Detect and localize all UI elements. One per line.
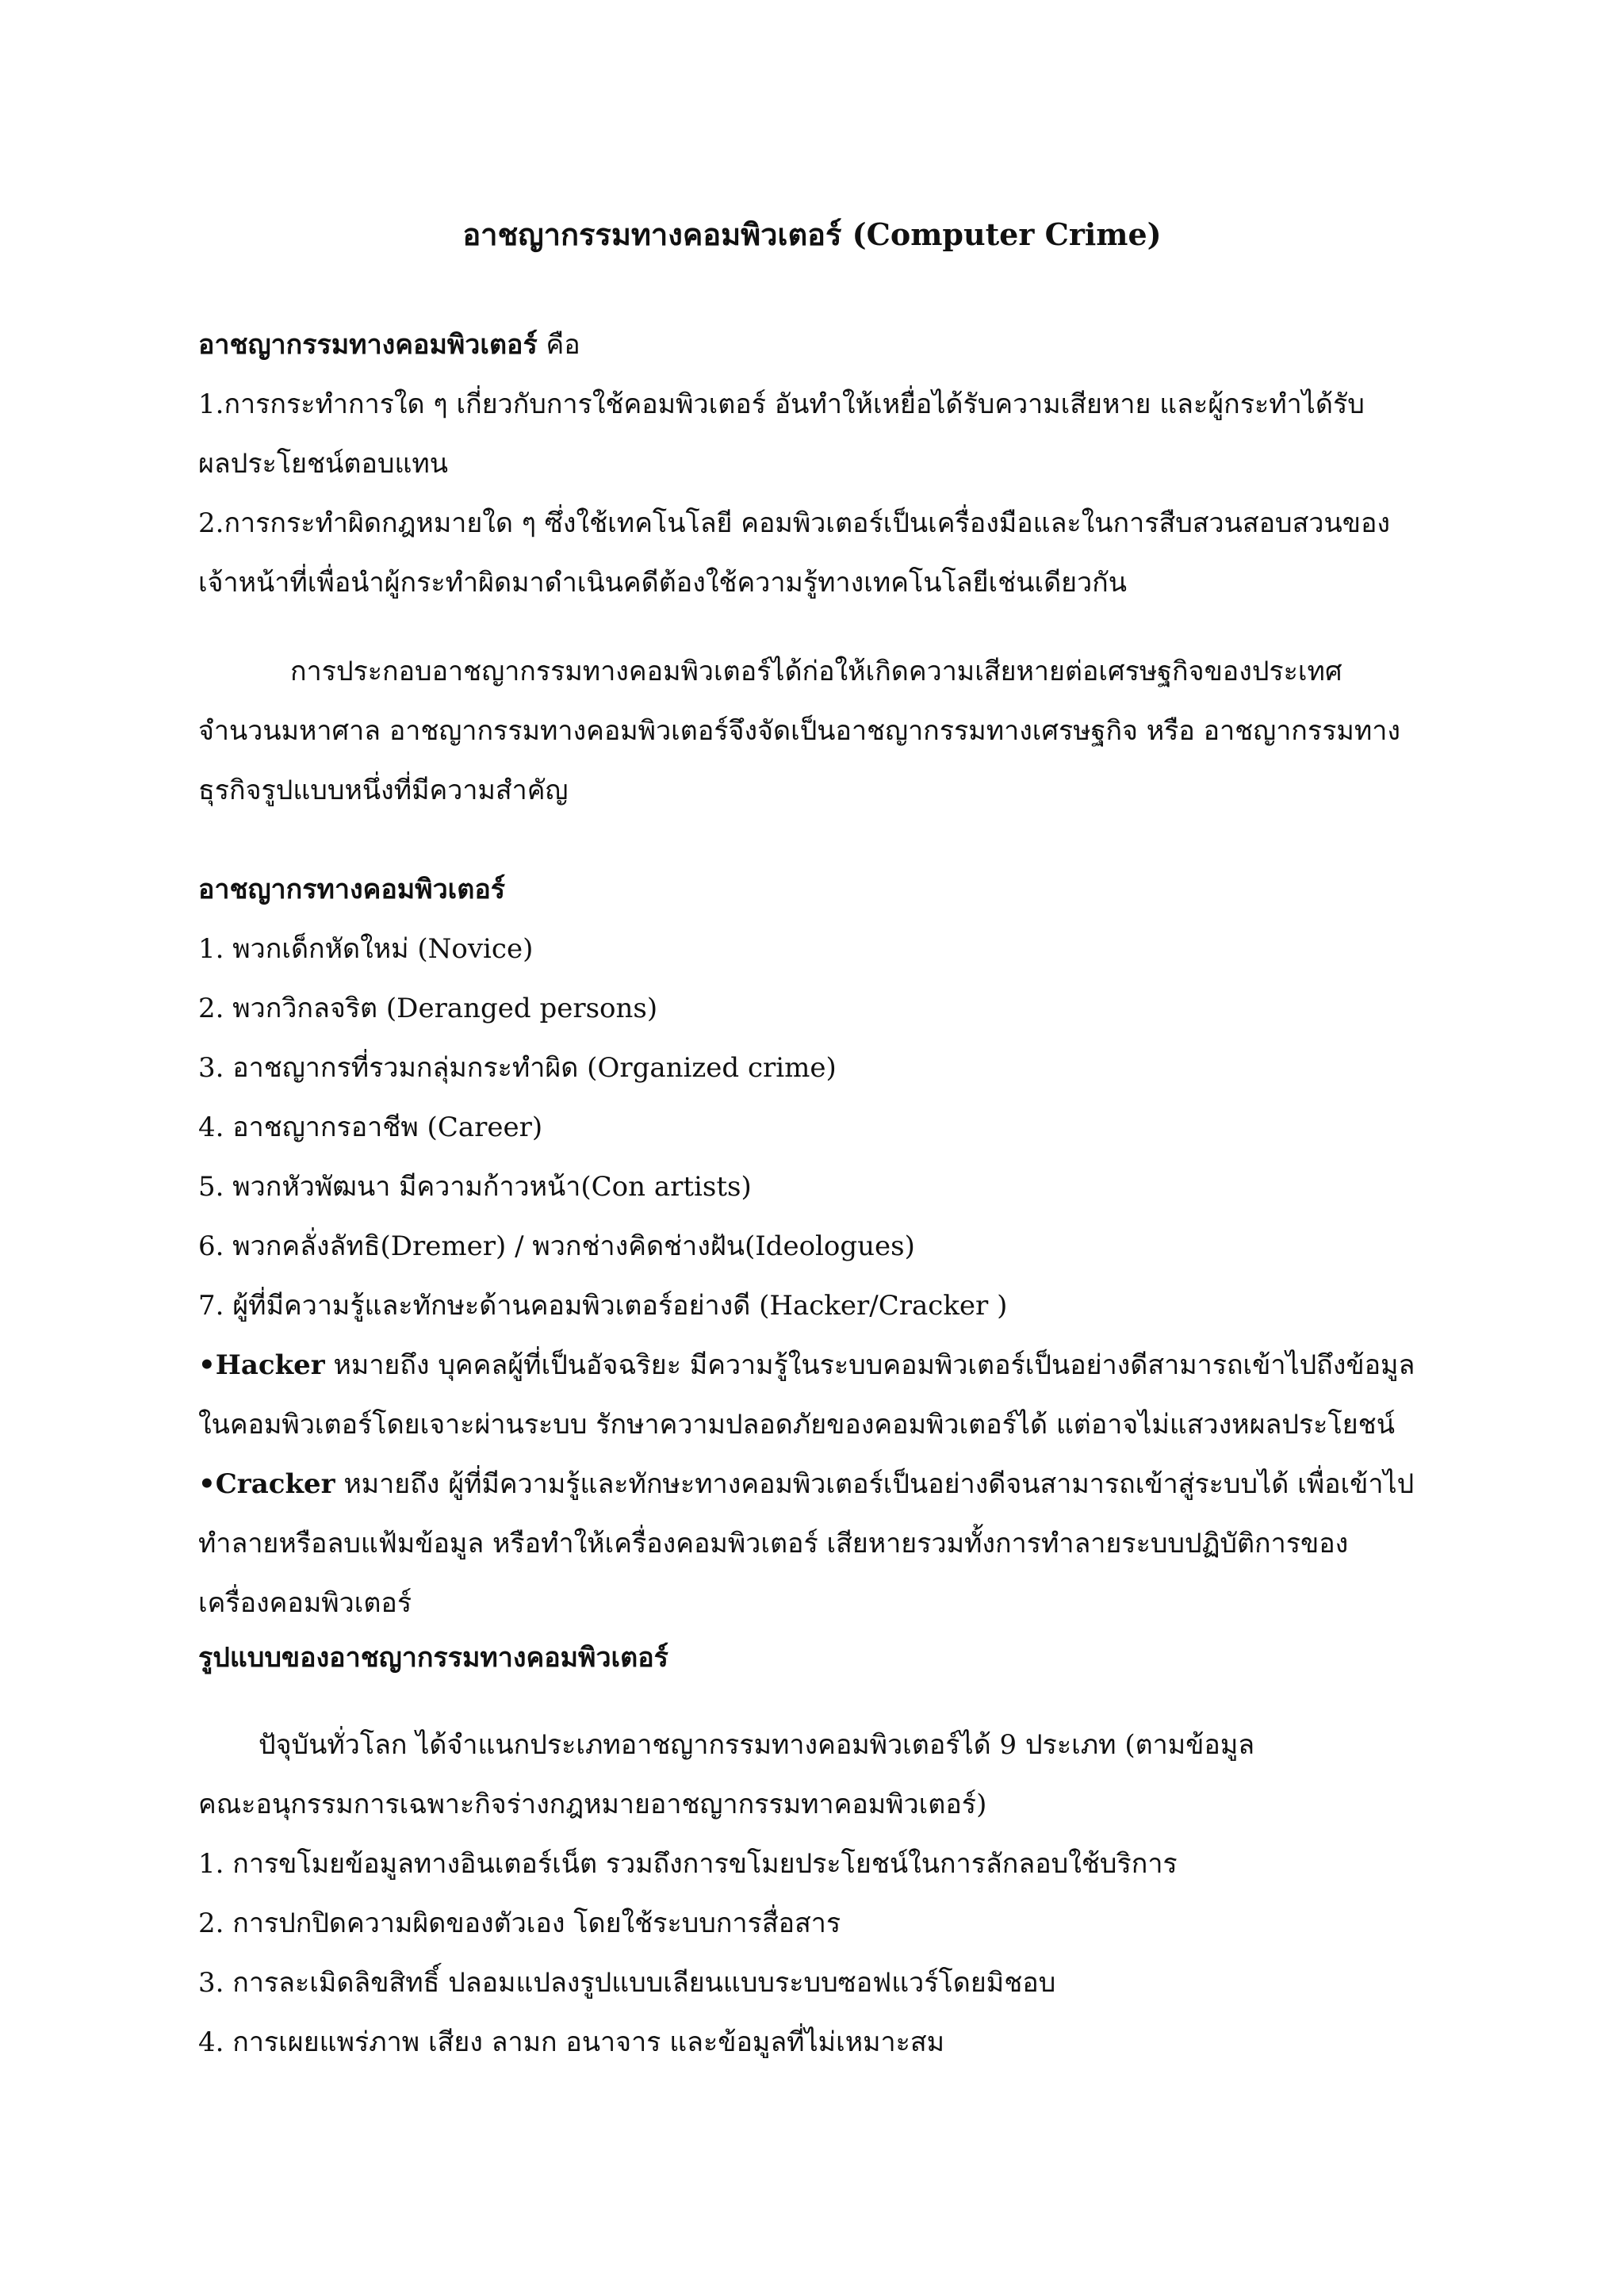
list-item: 4. การเผยแพร่ภาพ เสียง ลามก อนาจาร และข้อมูลที่ไม่เหมาะสม (198, 2026, 945, 2058)
list-item: 3. การละเมิดลิขสิทธิ์ ปลอมแปลงรูปแบบเลียนแบบระบบซอฟแวร์โดยมิชอบ (198, 1967, 1056, 1999)
list-item: 7. ผู้ที่มีความรู้และทักษะด้านคอมพิวเตอร์อย่างดี (Hacker/Cracker ) (198, 1290, 1008, 1322)
types-section (198, 1628, 1435, 2072)
definition-line: 2.การกระทำผิดกฎหมายใด ๆ ซึ่งใช้เทคโนโลยี คอมพิวเตอร์เป็นเครื่องมือและในการสืบสวนสอบสวนของ (198, 507, 1390, 539)
list-item: 4. อาชญากรอาชีพ (Career) (198, 1112, 543, 1143)
definition-heading-line (198, 316, 1435, 375)
definition-line: ผลประโยชน์ตอบแทน (198, 448, 449, 480)
types-intro-line: คณะอนุกรรมการเฉพาะกิจร่างกฎหมายอาชญากรรมทาคอมพิวเตอร์) (198, 1789, 987, 1820)
definition-heading: อาชญากรรมทางคอมพิวเตอร์ (198, 329, 538, 361)
hacker-term: •Hacker (198, 1349, 325, 1381)
section-gap (198, 1688, 1435, 1716)
hacker-definition-line (198, 1336, 1435, 1395)
list-item: 6. พวกคลั่งลัทธิ(Dremer) / พวกช่างคิดช่างฝัน(Ideologues) (198, 1230, 915, 1262)
cracker-definition-line (198, 1455, 1435, 1514)
list-item: 2. การปกปิดความผิดของตัวเอง โดยใช้ระบบการสื่อสาร (198, 1908, 841, 1939)
document-title: อาชญากรรมทางคอมพิวเตอร์ (Computer Crime) (462, 216, 1162, 252)
definition-section (198, 316, 1435, 613)
definition-heading-suffix: คือ (537, 329, 580, 361)
hacker-definition-line: ในคอมพิวเตอร์โดยเจาะผ่านระบบ รักษาความปลอดภัยของคอมพิวเตอร์ได้ แต่อาจไม่แสวงหผลประโยชน์ (198, 1409, 1395, 1441)
types-heading: รูปแบบของอาชญากรรมทางคอมพิวเตอร์ (198, 1642, 668, 1674)
types-intro-line: ปัจุบันทั่วโลก ได้จำแนกประเภทอาชญากรรมทางคอมพิวเตอร์ได้ 9 ประเภท (ตามข้อมูล (259, 1729, 1255, 1761)
cracker-term: •Cracker (198, 1468, 335, 1500)
impact-line: จำนวนมหาศาล อาชญากรรมทางคอมพิวเตอร์จึงจัดเป็นอาชญากรรมทางเศรษฐกิจ หรือ อาชญากรรมทาง (198, 715, 1400, 747)
impact-paragraph (198, 642, 1435, 821)
cracker-definition-text: หมายถึง ผู้ที่มีความรู้และทักษะทางคอมพิวเตอร์เป็นอย่างดีจนสามารถเข้าสู่ระบบได้ เพื่อเข้าไป (335, 1468, 1415, 1500)
list-item: 3. อาชญากรที่รวมกลุ่มกระทำผิด (Organized crime) (198, 1052, 837, 1084)
list-item: 1. การขโมยข้อมูลทางอินเตอร์เน็ต รวมถึงการขโมยประโยชน์ในการลักลอบใช้บริการ (198, 1848, 1178, 1880)
list-item: 5. พวกหัวพัฒนา มีความก้าวหน้า(Con artists) (198, 1171, 752, 1203)
cracker-definition-line: เครื่องคอมพิวเตอร์ (198, 1587, 412, 1619)
list-item: 2. พวกวิกลจริต (Deranged persons) (198, 993, 658, 1024)
hacker-definition-text: หมายถึง บุคคลผู้ที่เป็นอัจฉริยะ มีความรู้ในระบบคอมพิวเตอร์เป็นอย่างดีสามารถเข้าไปถึงข้อมูล (324, 1349, 1415, 1381)
impact-line: การประกอบอาชญากรรมทางคอมพิวเตอร์ได้ก่อให้เกิดความเสียหายต่อเศรษฐกิจของประเทศ (290, 656, 1342, 687)
criminals-heading: อาชญากรทางคอมพิวเตอร์ (198, 874, 506, 905)
list-item: 1. พวกเด็กหัดใหม่ (Novice) (198, 933, 534, 965)
impact-line: ธุรกิจรูปแบบหนึ่งที่มีความสำคัญ (198, 775, 569, 806)
definition-line: 1.การกระทำการใด ๆ เกี่ยวกับการใช้คอมพิวเตอร์ อันทำให้เหยื่อได้รับความเสียหาย และผู้กระทำได้รับ (198, 388, 1365, 420)
criminals-section (198, 860, 1435, 1633)
definition-line: เจ้าหน้าที่เพื่อนำผู้กระทำผิดมาดำเนินคดีต้องใช้ความรู้ทางเทคโนโลยีเช่นเดียวกัน (198, 567, 1127, 599)
cracker-definition-line: ทำลายหรือลบแฟ้มข้อมูล หรือทำให้เครื่องคอมพิวเตอร์ เสียหายรวมทั้งการทำลายระบบปฏิบัติการของ (198, 1528, 1349, 1559)
